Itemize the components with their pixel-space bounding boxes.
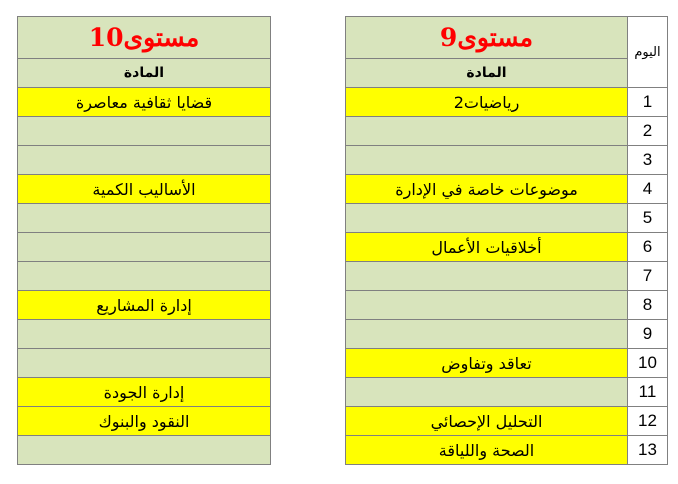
subject-cell: أخلاقيات الأعمال: [346, 233, 628, 262]
table-row: [18, 88, 271, 117]
subject-cell: النقود والبنوك: [18, 407, 271, 436]
table-row: [18, 349, 271, 378]
day-number-cell: 3: [628, 146, 668, 175]
table-row: [346, 233, 668, 262]
day-number-cell: 13: [628, 436, 668, 465]
level-9-title: مستوى9: [346, 17, 628, 59]
table-row: [346, 88, 668, 117]
day-number-cell: 7: [628, 262, 668, 291]
day-number-cell: 10: [628, 349, 668, 378]
day-number-cell: 6: [628, 233, 668, 262]
subject-cell: [346, 378, 628, 407]
day-number-cell: 1: [628, 88, 668, 117]
day-number-cell: 2: [628, 117, 668, 146]
table-row: [18, 204, 271, 233]
subject-cell: [346, 146, 628, 175]
subject-cell: الأساليب الكمية: [18, 175, 271, 204]
table-row: [346, 146, 668, 175]
subject-cell: [18, 349, 271, 378]
level-10-title: مستوى10: [18, 17, 271, 59]
table-row: [18, 291, 271, 320]
table-row: [18, 436, 271, 465]
table-row: [346, 291, 668, 320]
subject-cell: إدارة الجودة: [18, 378, 271, 407]
table-row: [346, 407, 668, 436]
day-number-cell: 9: [628, 320, 668, 349]
subject-cell: [18, 233, 271, 262]
table-row: [346, 262, 668, 291]
subject-cell: [346, 262, 628, 291]
subject-cell: [346, 291, 628, 320]
table-row: [346, 436, 668, 465]
table-row: [346, 349, 668, 378]
level-9-table: [345, 16, 668, 465]
table-row: [18, 233, 271, 262]
subject-cell: الصحة واللياقة: [346, 436, 628, 465]
table-row: [346, 204, 668, 233]
table-row: [18, 262, 271, 291]
table-row: [346, 117, 668, 146]
day-number-cell: 11: [628, 378, 668, 407]
subject-cell: التحليل الإحصائي: [346, 407, 628, 436]
subject-cell: [18, 262, 271, 291]
day-number-cell: 8: [628, 291, 668, 320]
subject-cell: [346, 204, 628, 233]
level-10-table: [17, 16, 271, 465]
subject-cell: قضايا ثقافية معاصرة: [18, 88, 271, 117]
subject-cell: تعاقد وتفاوض: [346, 349, 628, 378]
subject-cell: [18, 436, 271, 465]
level-10-subject-header: المادة: [18, 59, 271, 88]
table-row: [18, 146, 271, 175]
table-row: [346, 378, 668, 407]
table-row: [18, 378, 271, 407]
table-row: [346, 320, 668, 349]
subject-cell: [18, 204, 271, 233]
level-9-subject-header: المادة: [346, 59, 628, 88]
table-row: [346, 175, 668, 204]
day-number-cell: 5: [628, 204, 668, 233]
subject-cell: إدارة المشاريع: [18, 291, 271, 320]
day-number-cell: 4: [628, 175, 668, 204]
table-row: [18, 175, 271, 204]
subject-cell: [346, 117, 628, 146]
day-header: اليوم: [628, 17, 668, 88]
subject-cell: [346, 320, 628, 349]
subject-cell: [18, 146, 271, 175]
subject-cell: موضوعات خاصة في الإدارة: [346, 175, 628, 204]
subject-cell: [18, 320, 271, 349]
day-number-cell: 12: [628, 407, 668, 436]
table-row: [18, 407, 271, 436]
table-row: [18, 320, 271, 349]
subject-cell: رياضيات2: [346, 88, 628, 117]
subject-cell: [18, 117, 271, 146]
table-row: [18, 117, 271, 146]
